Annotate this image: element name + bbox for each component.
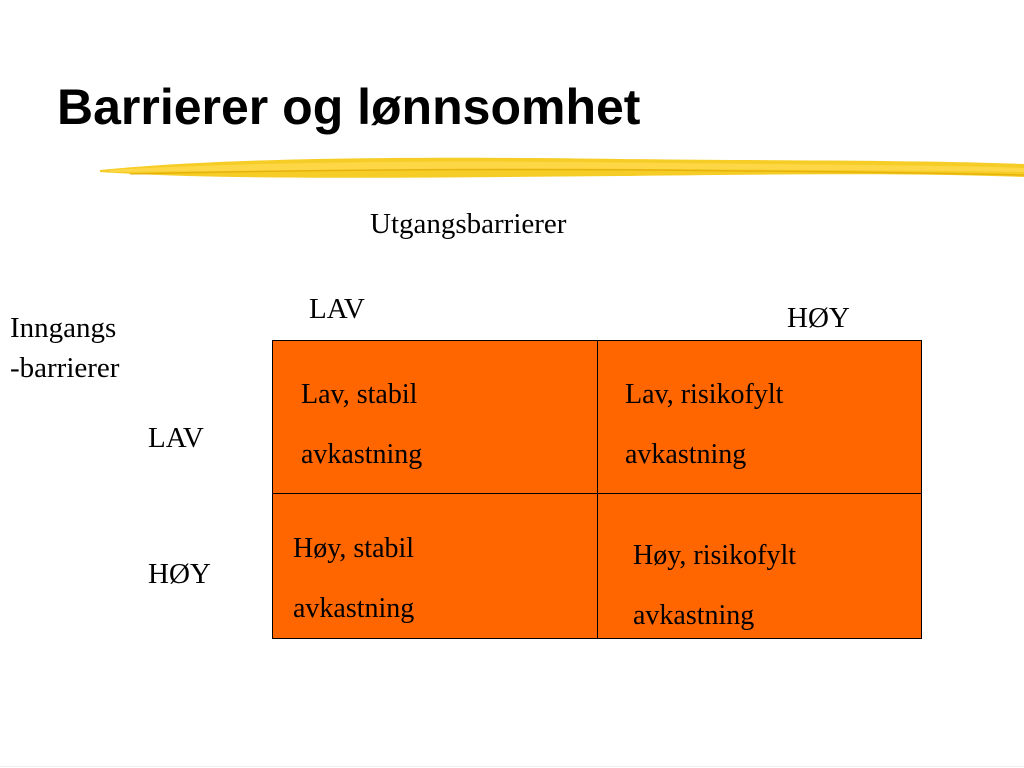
cell-line2: avkastning (633, 600, 755, 631)
cell-high-entry-low-exit (293, 519, 414, 639)
cell-low-entry-high-exit (625, 365, 783, 485)
exit-barriers-high-label: HØY (787, 302, 850, 334)
slide-bottom-rule (0, 766, 1024, 767)
entry-barriers-heading-line2: -barrierer (10, 352, 120, 384)
entry-barriers-low-label: LAV (148, 422, 204, 454)
slide-title: Barrierer og lønnsomhet (57, 79, 641, 135)
cell-high-entry-high-exit (633, 526, 796, 646)
cell-line1: Lav, risikofylt (625, 379, 784, 410)
cell-line1: Lav, stabil (301, 379, 418, 410)
matrix-horizontal-divider (273, 493, 921, 494)
matrix-vertical-divider (597, 341, 598, 638)
exit-barriers-low-label: LAV (309, 293, 365, 325)
exit-barriers-heading: Utgangsbarrierer (370, 208, 567, 240)
title-underline-swoosh (100, 150, 1024, 190)
entry-barriers-heading-line1: Inngangs (10, 312, 117, 344)
cell-line2: avkastning (625, 439, 747, 470)
barrier-profitability-matrix (272, 340, 922, 639)
cell-line2: avkastning (301, 439, 423, 470)
cell-line1: Høy, risikofylt (633, 540, 797, 571)
cell-line2: avkastning (293, 593, 415, 624)
entry-barriers-high-label: HØY (148, 558, 211, 590)
cell-low-entry-low-exit (301, 365, 422, 485)
cell-line1: Høy, stabil (293, 533, 415, 564)
